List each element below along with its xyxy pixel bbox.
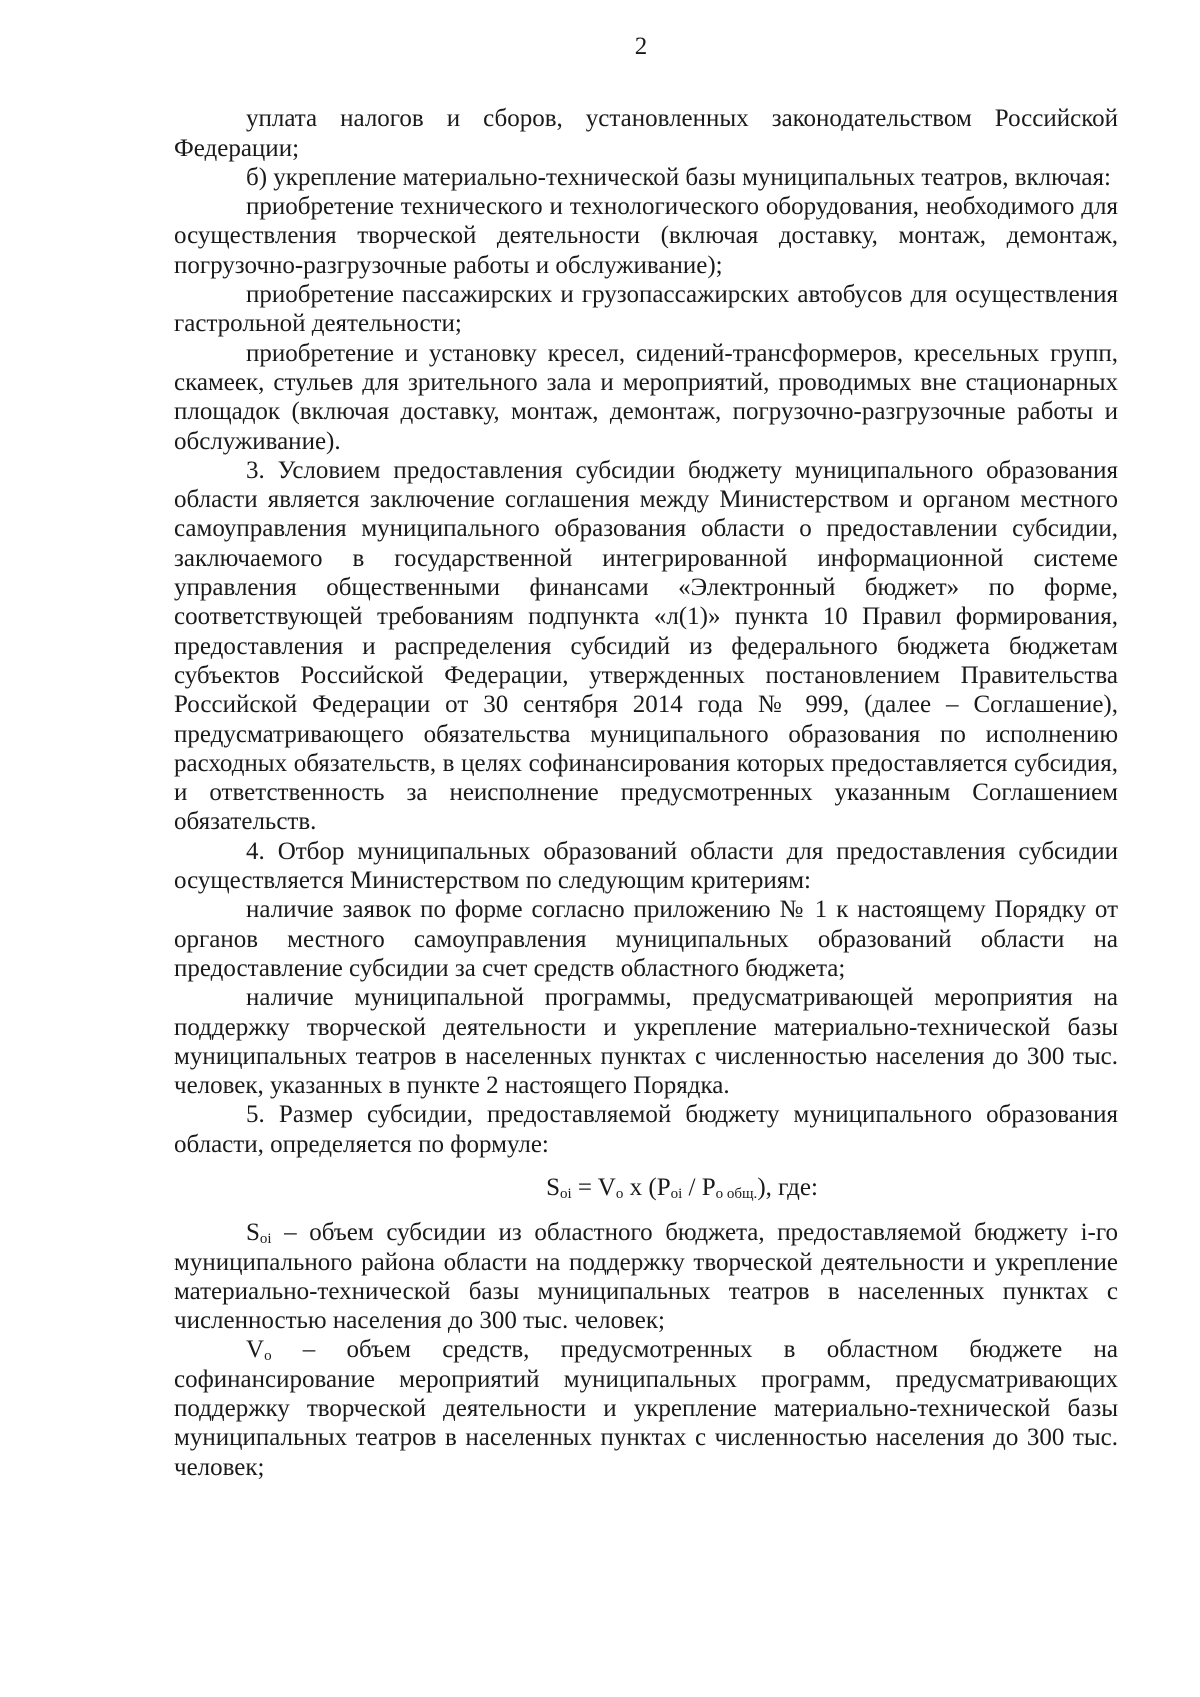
page-number: 2 — [634, 33, 648, 60]
paragraph-taxes: уплата налогов и сборов, установленных законодательством Российской Федерации; — [174, 105, 1118, 162]
definition-v-o — [174, 1335, 1118, 1481]
formula-v: V — [597, 1173, 616, 1201]
paragraph-seats: приобретение и установку кресел, сидений-трансформеров, кресельных групп, скамеек, стульев для зрительного зала и мероприятий, проводимых вне стационарных площадок (включая доставку, монтаж, демонтаж, погрузочно-разгрузочные работы и обслуживание). — [174, 339, 1118, 455]
definition-symbol-sub: oi — [259, 1231, 272, 1248]
formula-slash: / — [682, 1173, 702, 1201]
paragraph-3-condition: 3. Условием предоставления субсидии бюджету муниципального образования области является заключение соглашения между Министерством и органом местного самоуправления муниципального образования области о предоставлении субсидии, заключаемого в государственной интегрированной информационной системе управления общественными финансами «Электронный бюджет» по форме, соответствующей требованиям подпункта «л(1)» пункта 10 Правил формирования, предоставления и распределения субсидий из федерального бюджета бюджетам субъектов Российской Федерации, утвержденных постановлением Правительства Российской Федерации от 30 сентября 2014 года № 999, (далее – Соглашение), предусматривающего обязательства муниципального образования по исполнению расходных обязательств, в целях софинансирования которых предоставляется субсидия, и ответственность за неисполнение предусмотренных указанным Соглашением обязательств. — [174, 456, 1118, 836]
paragraph-buses: приобретение пассажирских и грузопассажирских автобусов для осуществления гастрольной деятельности; — [174, 281, 1118, 338]
formula-s-sub: oi — [559, 1185, 572, 1202]
paragraph-applications: наличие заявок по форме согласно приложению № 1 к настоящему Порядку от органов местного самоуправления муниципальных образований области на предоставление субсидии за счет средств областного бюджета; — [174, 896, 1118, 982]
definition-symbol: S — [246, 1219, 260, 1247]
formula-tail: ), где: — [757, 1173, 818, 1201]
formula-p2-sub: о общ. — [715, 1185, 758, 1202]
formula-s: S — [546, 1173, 560, 1201]
formula-p1: P — [656, 1173, 671, 1201]
formula-v-sub: o — [615, 1185, 624, 1202]
paragraph-4-selection: 4. Отбор муниципальных образований области для предоставления субсидии осуществляется Министерством по следующим критериям: — [174, 837, 1118, 895]
formula-p2: P — [701, 1173, 716, 1201]
definition-symbol-sub: o — [264, 1348, 272, 1365]
paragraph-5-size: 5. Размер субсидии, предоставляемой бюджету муниципального образования области, определяется по формуле: — [174, 1101, 1118, 1158]
paragraph-program: наличие муниципальной программы, предусматривающей мероприятия на поддержку творческой деятельности и укрепление материально-технической базы муниципальных театров в населенных пунктах с численностью населения до 300 тыс. человек, указанных в пункте 2 настоящего Порядка. — [174, 984, 1118, 1100]
paragraph-equipment: приобретение технического и технологического оборудования, необходимого для осуществления творческой деятельности (включая доставку, монтаж, демонтаж, погрузочно-разгрузочные работы и обслуживание); — [174, 193, 1118, 279]
formula-p1-sub: oi — [670, 1185, 683, 1202]
definition-text: – объем субсидии из областного бюджета, предоставляемой бюджету i-го муниципального района области на поддержку творческой деятельности и укрепление материально-технической базы муниципальных театров в населенных пунктах с численностью населения до 300 тыс. человек; — [174, 1219, 1118, 1335]
paragraph-b-strengthening: б) укрепление материально-технической базы муниципальных театров, включая: — [246, 163, 1111, 191]
formula-mid: x ( — [623, 1173, 657, 1201]
definition-symbol: V — [246, 1336, 265, 1364]
subsidy-formula — [174, 1173, 1118, 1202]
formula-eq: = — [571, 1173, 598, 1201]
definition-s-oi — [174, 1218, 1118, 1335]
definition-text: – объем средств, предусмотренных в областном бюджете на софинансирование мероприятий муниципальных программ, предусматривающих поддержку творческой деятельности и укрепление материально-технической базы муниципальных театров в населенных пунктах с численностью населения до 300 тыс. человек; — [174, 1336, 1118, 1481]
